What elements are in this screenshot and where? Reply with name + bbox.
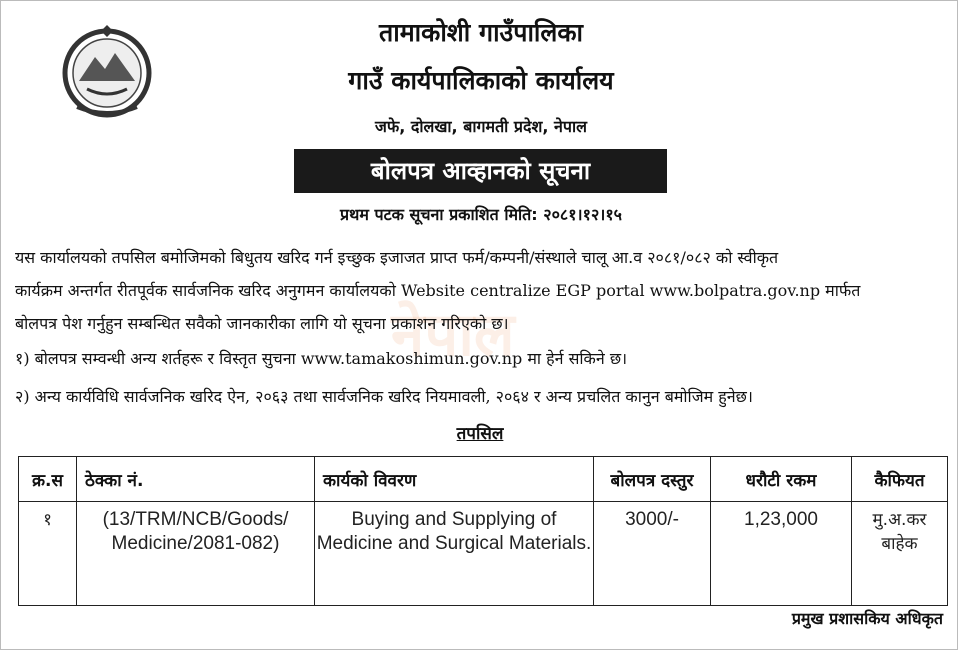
col-header-contract-no: ठेक्का नं.: [77, 457, 315, 502]
notice-paragraph: [15, 241, 945, 340]
cell-fee: 3000/-: [594, 502, 711, 606]
cell-deposit: 1,23,000: [711, 502, 852, 606]
note-2: २) अन्य कार्यविधि सार्वजनिक खरिद ऐन, २०६३ तथा सार्वजनिक खरिद नियमावली, २०६४ र अन्य प्रचलित कानुन बमोजिम हुनेछ।: [15, 387, 753, 406]
watermark: नेपाल: [391, 300, 515, 370]
paragraph-line: कार्यक्रम अन्तर्गत रीतपूर्वक सार्वजनिक खरिद अनुगमन कार्यालयको Website centralize EGP portal www.bolpatra.gov.np मार्फत: [15, 281, 861, 300]
municipality-name: तामाकोशी गाउँपालिका: [378, 18, 584, 47]
table-header-row: [19, 457, 948, 502]
publication-date: प्रथम पटक सूचना प्रकाशित मिति: २०८१।१२।१५: [340, 205, 622, 224]
col-header-description: कार्यको विवरण: [315, 457, 594, 502]
col-header-deposit: धरौटी रकम: [711, 457, 852, 502]
cell-remarks: मु.अ.कर बाहेक: [852, 502, 948, 606]
col-header-remarks: कैफियत: [852, 457, 948, 502]
col-header-fee: बोलपत्र दस्तुर: [594, 457, 711, 502]
cell-contract-no: (13/TRM/NCB/Goods/ Medicine/2081-082): [77, 502, 315, 606]
col-header-sn: क्र.स: [19, 457, 77, 502]
cell-description: Buying and Supplying of Medicine and Surgical Materials.: [315, 502, 594, 606]
paragraph-line: बोलपत्र पेश गर्नुहुन सम्बन्धित सवैको जानकारीका लागि यो सूचना प्रकाशन गरिएको छ।: [15, 314, 509, 333]
notice-title-banner: बोलपत्र आव्हानको सूचना: [294, 149, 667, 193]
signatory-title: प्रमुख प्रशासकिय अधिकृत: [791, 609, 943, 628]
office-name: गाउँ कार्यपालिकाको कार्यालय: [348, 66, 614, 95]
note-1: १) बोलपत्र सम्वन्धी अन्य शर्तहरू र विस्तृत सुचना www.tamakoshimun.gov.np मा हेर्न सकिने छ।: [15, 349, 628, 368]
schedule-title: तपसिल: [456, 424, 504, 444]
nepal-emblem-icon: [57, 23, 157, 119]
table-row: [19, 502, 948, 606]
schedule-table: [18, 456, 948, 606]
cell-sn: १: [19, 502, 77, 606]
paragraph-line: यस कार्यालयको तपसिल बमोजिमको बिधुतय खरिद गर्न इच्छुक इजाजत प्राप्त फर्म/कम्पनी/संस्थाले चालू आ.व २०८१/०८२ को स्वीकृत: [15, 248, 779, 267]
office-address: जफे, दोलखा, बागमती प्रदेश, नेपाल: [374, 117, 587, 136]
